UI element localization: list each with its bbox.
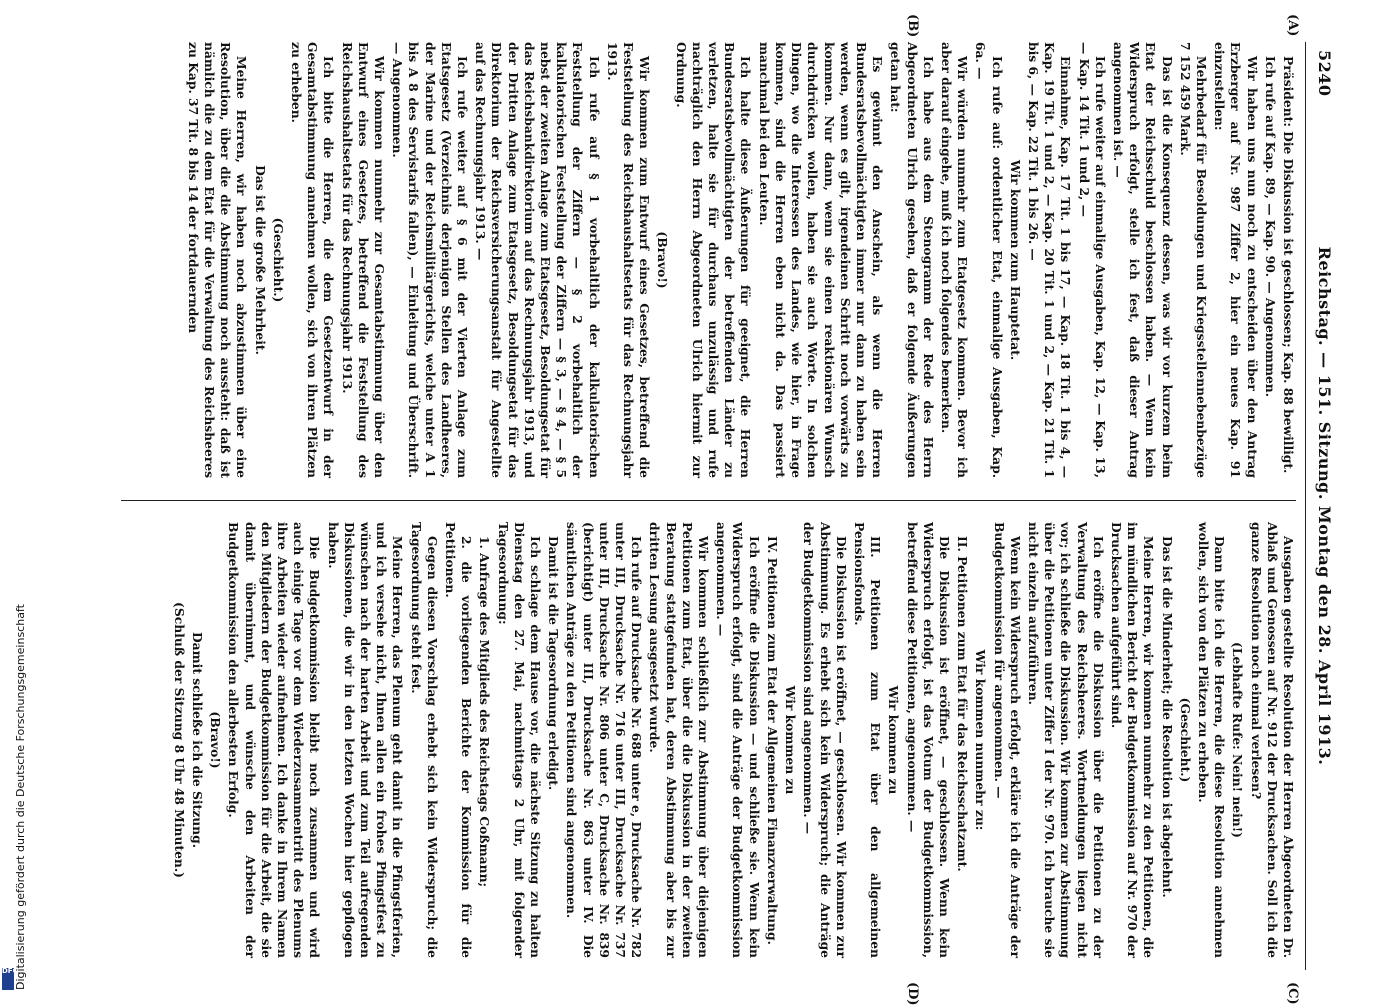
paragraph: III. Petitionen zum Etat über den allgemeinen Pensionsfonds. [851, 522, 884, 958]
paragraph: Wir würden nunmehr zum Etatgesetz kommen. Bevor ich aber darauf eingehe, muß ich noch folgendes bemerken. [938, 42, 971, 478]
paragraph: Wir kommen nunmehr zu: [973, 649, 989, 831]
paragraph: II. Petitionen zum Etat für das Reichsschatzamt. [955, 536, 971, 872]
paragraph: Ich habe aus dem Stenogramm der Rede des Herrn Abgeordneten Ulrich gesehen, daß er folgende Äußerungen getan hat: [888, 42, 936, 478]
dfg-logo: DFG [2, 968, 14, 990]
paragraph: Ich rufe auf Drucksache Nr. 688 unter e, Drucksache Nr. 782 unter III, Drucksache Nr. 716 unter III, Drucksache Nr. 737 unter III, Drucksache Nr. 806 unter C, Drucksache Nr. 839 (berichtigt) unter III, Drucksache Nr. 863 unter IV. Die sämtlichen Anträge zu den Petitionen sind angenommen. [564, 522, 645, 958]
paragraph: (Geschieht.) [270, 217, 286, 303]
paragraph: Meine Herren, wir haben noch abzustimmen über eine Resolution, über die die Abstimmung noch aussteht: daß ist nämlich die zu dem Etat für die Verwaltung des Reichsheeres zu Kap. 37 Tit. 8 bis 14 der fortdauernden [185, 42, 250, 478]
paragraph: 2. die vorliegenden Berichte der Kommission für die Petitionen. [443, 522, 475, 958]
paragraph: Ich rufe auf: ordentlicher Etat, einmalige Ausgaben, Kap. 6a. — [973, 42, 1005, 478]
paragraph: Die Budgetkommission bleibt noch zusammen und wird auch einige Tage vor dem Wiederzusammentritt des Plenums ihre Arbeiten wieder aufnehmen. Ich danke in Ihrem Namen den Mitgliedern der Budgetkommission für die Arbeit, die sie damit übernimmt, und wünsche den Arbeiten der Budgetkommission den allerbesten Erfolg. [226, 522, 323, 958]
paragraph: Das ist die große Mehrheit. [252, 165, 268, 355]
digitization-credit: Digitalisierung gefördert durch die Deutsche Forschungsgemeinschaft [14, 604, 27, 990]
marginal-a: (A) [1285, 14, 1300, 37]
right-column [169, 522, 1296, 958]
header-rule [1305, 42, 1306, 970]
paragraph: Wir kommen zu [783, 685, 799, 795]
column-divider [121, 500, 1296, 501]
paragraph: Die Diskussion ist eröffnet, — geschlossen. Wir kommen zur Abstimmung. Es erhebt sich kein Widerspruch; die Anträge der Budgetkommission sind angenommen. — [801, 522, 849, 958]
marginal-b: (B) [905, 14, 920, 38]
marginal-c: (C) [1285, 982, 1300, 1005]
paragraph: Das ist die Konsequenz dessen, was wir vor kurzem beim Etat der Reichsschuld beschlossen haben. — Wenn kein Widerspruch erfolgt, stelle ich fest, daß dieser Antrag angenommen ist. — [1110, 42, 1175, 478]
paragraph: Ich eröffne die Diskussion — und schließe sie. Wenn kein Widerspruch erfolgt, sind die Anträge der Budgetkommission angenommen. — [714, 522, 762, 958]
paragraph: Gegen diesen Vorschlag erhebt sich kein Widerspruch; die Tagesordnung steht fest. [408, 522, 440, 958]
page-header [1308, 42, 1340, 970]
paragraph: Einnahme, Kap. 17 Tit. 1 bis 17, — Kap. 18 Tit. 1 bis 4, — Kap. 19 Tit. 1 und 2, — Kap. 20 Tit. 1 und 2, — Kap. 21 Tit. 1 bis 6, — Kap. 22 Tit. 1 bis 26. — [1025, 42, 1074, 478]
paragraph: Ich rufe auf Kap. 89, — Kap. 90. — Angenommen. [1262, 56, 1278, 398]
page-number: 5240 [1315, 50, 1334, 97]
paragraph: (Bravo!) [208, 711, 224, 769]
paragraph: Meine Herren, wir kommen nunmehr zu den Petitionen, die im mündlichen Bericht der Budgetkommission auf Nr. 970 der Drucksachen aufgeführt sind. [1108, 522, 1157, 958]
paragraph: Ich schlage dem Hause vor, die nächste Sitzung zu halten Dienstag den 27. Mai, nachmittags 2 Uhr, mit folgender Tagesordnung: [495, 522, 544, 958]
digitization-footer [0, 0, 27, 1000]
paragraph: (Lebhafte Rufe: Nein! nein!) [1230, 642, 1246, 838]
paragraph: Wir kommen zu [886, 685, 902, 795]
paragraph: Ich rufe weiter auf einmalige Ausgaben, Kap. 12, — Kap. 13, — Kap. 14 Tit. 1 und 2, — [1076, 42, 1108, 478]
paragraph: Wir haben uns nun noch zu entscheiden über den Antrag Erzberger auf Nr. 987 Ziffer 2, hier ein neues Kap. 91 einzustellen: [1212, 42, 1260, 478]
paragraph: IV. Petitionen zum Etat der Allgemeinen Finanzverwaltung. [764, 536, 780, 945]
paragraph: Wir kommen nunmehr zur Gesamtabstimmung über den Entwurf eines Gesetzes, betreffend die Feststellung des Reichshaushaltsetats für das Rechnungsjahr 1913. [339, 42, 388, 478]
paragraph: Ich eröffne die Diskussion über die Petitionen zu der Verwaltung des Reichsheeres. Wortmeldungen liegen nicht vor; ich schließe die Diskussion. Wir kommen zur Abstimmung über die Petitionen unter Ziffer I der Nr. 970. Ich brauche sie nicht einzeln aufzuführen. [1025, 522, 1106, 958]
paragraph: Es gewinnt den Anschein, als wenn die Herren Bundesratsbevollmächtigten immer nur dann zu haben sein werden, wenn es gilt, irgendeinen Schritt noch vorwärts zu kommen. Nur dann, wenn sie einen reaktionären Wunsch durchdrücken wollen, haben sie auch Worte. In solchen Dingen, wo die Interessen des Landes, wie hier, in Frage kommen, sind die Herren eben nicht da. Das passiert manchmal bei den Leuten. [756, 42, 886, 478]
paragraph: (Geschieht.) [1177, 697, 1193, 783]
paragraph: Wir kommen zum Entwurf eines Gesetzes, betreffend die Feststellung des Reichshaushaltsetats für das Rechnungsjahr 1913. [604, 42, 653, 478]
paragraph: Ich rufe auf § 1 vorbehaltlich der kalkulatorischen Feststellung der Ziffern — § 2 vorbehaltlich der kalkulatorischen Feststellung der Ziffern — § 3, — § 4, — § 5 nebst der zweiten Anlage zum Etatsgesetz, Besoldungsetat für das Reichsbankdirektorium auf das Rechnungsjahr 1913, und der Dritten Anlage zum Etatsgesetz, Besoldungsetat für das Direktorium der Reichsversicherungsanstalt für Angestellte auf das Rechnungsjahr 1913. — [473, 42, 602, 478]
paragraph: Damit schließe ich die Sitzung. [190, 632, 205, 848]
paragraph: (Schluß der Sitzung 8 Uhr 48 Minuten.) [171, 602, 187, 878]
running-title: Reichstag. — 151. Sitzung. Montag den 28. April 1913. [1315, 246, 1334, 766]
paragraph: (Bravo!) [655, 231, 671, 289]
paragraph: 1. Anfrage des Mitglieds des Reichstags Coßmann; [477, 536, 493, 888]
paragraph: Damit ist die Tagesordnung erledigt. [546, 536, 562, 791]
paragraph: Wir kommen zum Hauptetat. [1007, 159, 1023, 361]
paragraph: Ich bitte die Herren, die dem Gesetzentwurf in der Gesamtabstimmung annehmen wollen, sich von ihren Plätzen zu erheben. [289, 42, 337, 478]
paragraph: Ich rufe weiter auf § 6 mit der Vierten Anlage zum Etatsgesetz (Verzeichnis derjenigen Stellen des Landheeres, der Marine und der Reichsmilitärgerichts, welche unter A 1 bis A 8 des Servistarifs fallen), — Einleitung und Überschrift. — Angenommen. [390, 42, 471, 478]
paragraph: Wenn kein Widerspruch erfolgt, erkläre ich die Anträge der Budgetkommission für angenommen. — [991, 522, 1023, 958]
paragraph: Die Diskussion ist eröffnet, — geschlossen. Wenn kein Widerspruch erfolgt, ist das Votum der Budgetkommission, betreffend diese Petitionen, angenommen. — [904, 522, 952, 958]
paragraph: Meine Herren, das Plenum geht damit in die Pfingstferien, und ich versehe nicht, Ihnen allen ein frohes Pfingstfest zu wünschen nach der harten Arbeit und zum Teil aufregenden Diskussionen, die wir in den letzten Wochen hier gepflogen haben. [325, 522, 406, 958]
left-column [183, 42, 1296, 478]
paragraph: Dann bitte ich die Herren, die diese Resolution annehmen wollen, sich von den Plätzen zu erheben. [1195, 522, 1228, 958]
paragraph: Wir kommen schließlich zur Abstimmung über diejenigen Petitionen zum Etat, über die die Diskussion in der zweiten Beratung stattgefunden hat, deren Abstimmung aber bis zur dritten Lesung ausgesetzt wurde. [647, 522, 712, 958]
paragraph: Ich halte diese Äußerungen für geeignet, die Herren Bundesratsbevollmächtigten der betreffenden Länder zu verletzen, halte sie für durchaus unzulässig und rufe nachträglich den Herrn Abgeordneten Ulrich hiermit zur Ordnung. [673, 42, 754, 478]
marginal-d: (D) [905, 982, 920, 1006]
rotated-document-page [90, 14, 1340, 1006]
paragraph: Das ist die Minderheit; die Resolution ist abgelehnt. [1159, 536, 1175, 898]
paragraph: Präsident: Die Diskussion ist geschlossen; Kap. 88 bewilligt. [1281, 56, 1296, 474]
paragraph: Mehrbedarf für Besoldungen und Kriegsstellennebenbezüge 7 152 459 Mark. [1177, 42, 1209, 478]
paragraph: Ausgaben gestellte Resolution der Herren Abgeordneten Dr. Ablaß und Genossen auf Nr. 912 der Drucksachen. Soll ich die ganze Resolution noch einmal verlesen? [1248, 522, 1296, 958]
